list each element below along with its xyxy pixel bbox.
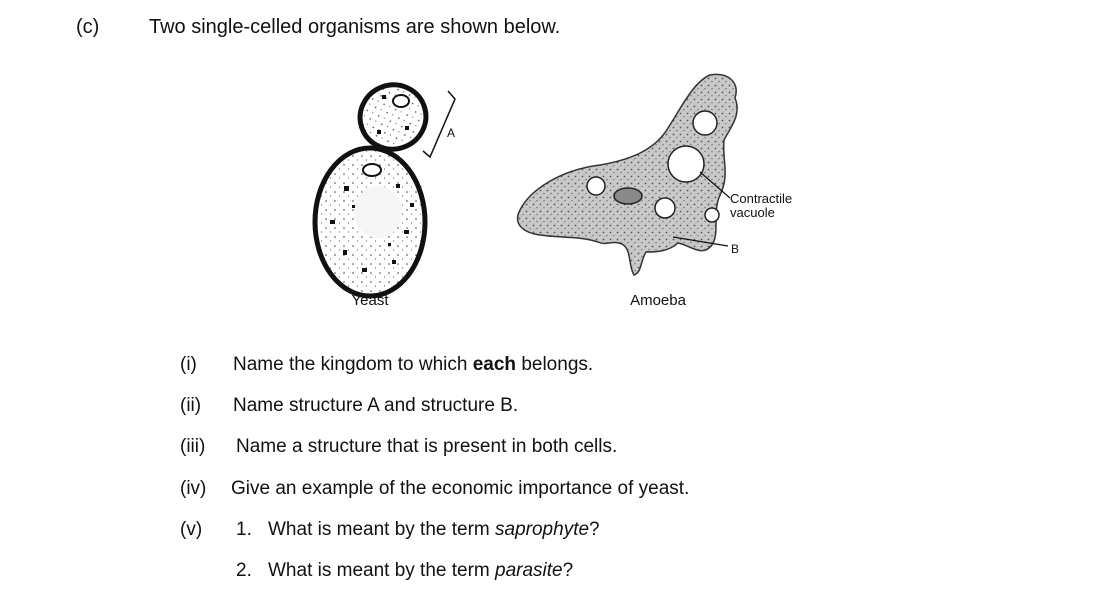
amoeba-cell — [518, 74, 738, 275]
subquestion-number: (iv) — [180, 478, 207, 499]
yeast-caption: Yeast — [351, 292, 389, 309]
subquestion-text-part: belongs. — [516, 354, 594, 375]
question-label: (c) — [76, 16, 100, 38]
amoeba-nucleus — [614, 188, 642, 204]
label-a: A — [447, 126, 456, 140]
subquestion-text — [233, 354, 593, 376]
subquestion-emphasis: saprophyte — [495, 519, 590, 540]
contractile-label-line1: Contractile — [730, 191, 793, 206]
yeast-cell — [315, 76, 455, 296]
contractile-label-line2: vacuole — [730, 205, 775, 220]
yeast-vacuole — [354, 186, 402, 238]
subquestion-emphasis: parasite — [495, 560, 563, 581]
subquestion-text: Name a structure that is present in both cells. — [236, 436, 618, 457]
list-item-number: 1. — [236, 519, 252, 540]
subquestion-text: Name structure A and structure B. — [233, 395, 519, 416]
subquestion-text-part: What is meant by the term — [268, 519, 496, 540]
subquestion-emphasis: each — [472, 354, 517, 375]
amoeba-caption: Amoeba — [630, 292, 686, 309]
subquestion-number: (iii) — [180, 436, 206, 457]
subquestion-number: (v) — [180, 519, 203, 540]
amoeba-body — [518, 74, 738, 275]
label-b: B — [731, 242, 740, 256]
list-item-number: 2. — [236, 560, 252, 581]
contractile-vacuole — [668, 146, 704, 182]
subquestion-text-part: What is meant by the term — [268, 560, 496, 581]
subquestion-number: (ii) — [180, 395, 202, 416]
subquestion-text-part: ? — [562, 560, 574, 581]
subquestion-text-part: Name the kingdom to which — [233, 354, 473, 375]
subquestion-text — [268, 519, 600, 541]
subquestion-text-part: ? — [589, 519, 600, 540]
question-intro: Two single-celled organisms are shown below. — [149, 16, 561, 38]
subquestion-text — [268, 560, 573, 582]
subquestion-text: Give an example of the economic importance of yeast. — [231, 478, 690, 499]
subquestion-number: (i) — [180, 354, 197, 375]
